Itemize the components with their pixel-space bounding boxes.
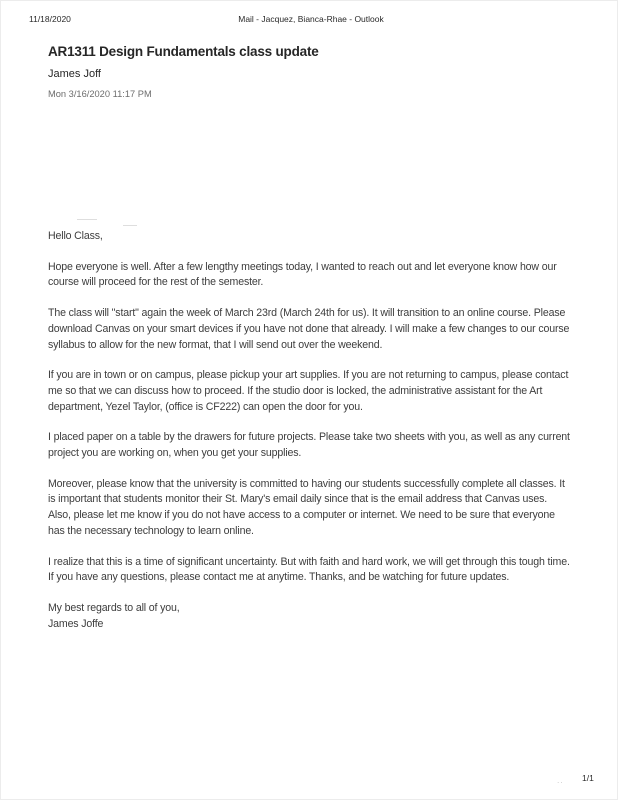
body-paragraph: I placed paper on a table by the drawers for future projects. Please take two sheets with you, as well as any current project you are working on, when you get your supplies. <box>48 431 570 460</box>
email-sender-name: James Joff <box>48 68 101 80</box>
signature-name: James Joffe <box>48 617 104 630</box>
print-header-document-title: Mail - Jacquez, Bianca-Rhae - Outlook <box>238 14 384 24</box>
greeting-line: Hello Class, <box>48 230 103 242</box>
body-paragraph: If you are in town or on campus, please pickup your art supplies. If you are not returning to campus, please contact me so that we can discuss how to proceed. If the studio door is locked, the administrative assistant for the Art department, Yezel Taylor, (office is CF222) can open the door for you. <box>48 369 569 413</box>
body-paragraph: Moreover, please know that the university is committed to having our students successfully complete all classes. It is important that students monitor their St. Mary's email daily since that is the email address that Canvas uses. Also, please let me know if you do not have access to a computer or internet. We need to be sure that everyone has the necessary technology to learn online. <box>48 477 565 537</box>
email-body <box>48 229 570 632</box>
print-footer-page-indicator: 1/1 <box>582 773 594 783</box>
body-paragraph: Hope everyone is well. After a few lengthy meetings today, I wanted to reach out and let everyone know how our course will proceed for the rest of the semester. <box>48 260 557 289</box>
email-subject: AR1311 Design Fundamentals class update <box>48 44 319 59</box>
body-paragraph: The class will "start" again the week of March 23rd (March 24th for us). It will transition to an online course. Please download Canvas on your smart devices if you have not done that already. I will make a few changes to our course syllabus to allow for the new format, that I will send out over the weekend. <box>48 307 570 351</box>
redacted-recipient-mark <box>77 219 97 223</box>
body-paragraph: I realize that this is a time of significant uncertainty. But with faith and hard work, we will get through this tough time. If you have any questions, please contact me at anytime. Thanks, and be watching for future updates. <box>48 555 570 584</box>
signature-closing: My best regards to all of you, <box>48 601 180 614</box>
print-footer-truncated-url: .. <box>557 775 564 785</box>
email-sent-timestamp: Mon 3/16/2020 11:17 PM <box>48 89 152 99</box>
print-header-date: 11/18/2020 <box>29 14 71 24</box>
